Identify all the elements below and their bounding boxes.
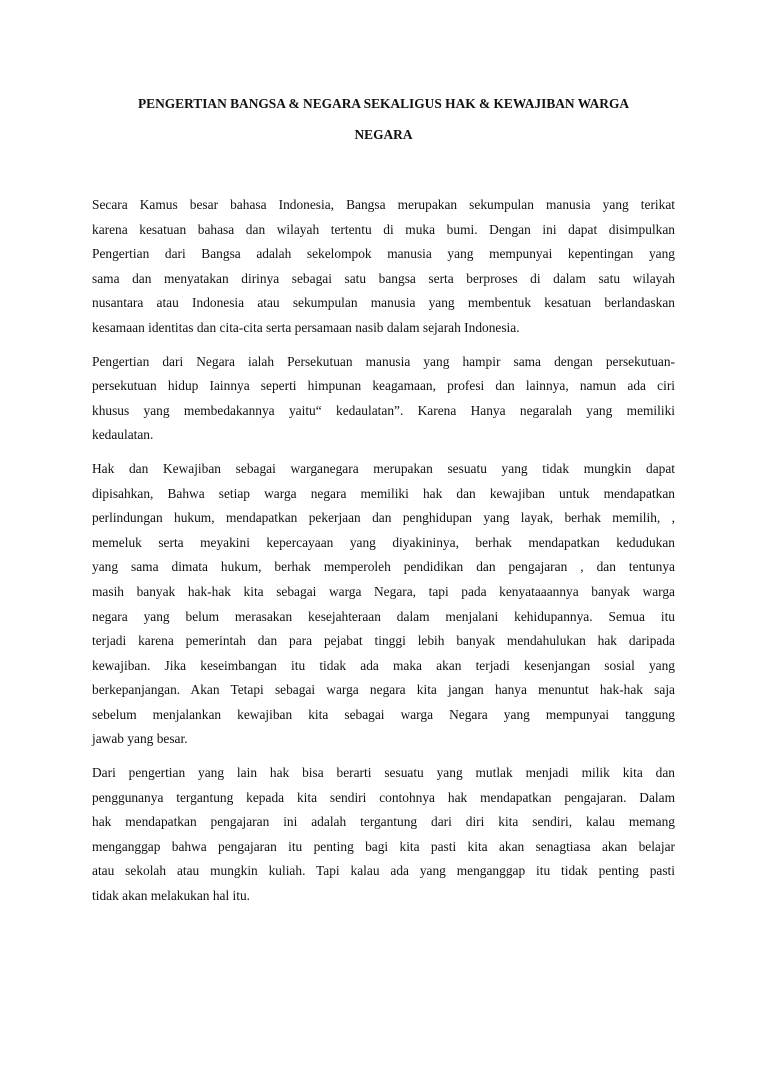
text-line: perlindungan hukum, mendapatkan pekerjaan dan penghidupan yang layak, berhak memilih, , [92,510,675,526]
text-line: kedaulatan. [92,427,154,443]
text-line: atau sekolah atau mungkin kuliah. Tapi kalau ada yang menganggap itu tidak penting pasti [92,863,675,879]
text-line: khusus yang membedakannya yaitu“ kedaulatan”. Karena Hanya negaralah yang memiliki [92,402,675,418]
title-line: NEGARA [354,127,413,142]
text-line: Pengertian dari Negara ialah Persekutuan manusia yang hampir sama dengan persekutuan- [92,353,675,369]
text-line: berkepanjangan. Akan Tetapi sebagai warga negara kita jangan hanya menuntut hak-hak saja [92,682,675,698]
paragraph-bangsa [92,193,675,341]
text-line: memeluk serta meyakini kepercayaan yang diyakininya, berhak mendapatkan kedudukan [92,534,675,550]
text-line: jawab yang besar. [92,731,188,747]
text-line: menganggap bahwa pengajaran itu penting bagi kita pasti kita akan senagtiasa akan belajar [92,838,675,854]
title-line: PENGERTIAN BANGSA & NEGARA SEKALIGUS HAK & KEWAJIBAN WARGA [137,96,630,111]
text-line: hak mendapatkan pengajaran ini adalah tergantung dari diri kita sendiri, kalau memang [92,814,675,830]
document-page [92,88,675,918]
text-line: kesamaan identitas dan cita-cita serta persamaan nasib dalam sejarah Indonesia. [92,319,520,335]
paragraph-negara [92,350,675,448]
text-line: Dari pengertian yang lain hak bisa berarti sesuatu yang mutlak menjadi milik kita dan [92,765,675,781]
text-line: Pengertian dari Bangsa adalah sekelompok manusia yang mempunyai kepentingan yang [92,246,675,262]
text-line: karena kesatuan bahasa dan wilayah tertentu di muka bumi. Dengan ini dapat disimpulkan [92,221,675,237]
text-line: penggunanya tergantung kepada kita sendiri contohnya hak mendapatkan pengajaran. Dalam [92,789,675,805]
text-line: dipisahkan, Bahwa setiap warga negara memiliki hak dan kewajiban untuk mendapatkan [92,485,675,501]
text-line: Secara Kamus besar bahasa Indonesia, Bangsa merupakan sekumpulan manusia yang terikat [92,197,675,212]
text-line: yang sama dimata hukum, berhak memperoleh pendidikan dan pengajaran , dan tentunya [92,559,675,575]
text-line: persekutuan hidup Iainnya seperti himpunan keagamaan, profesi dan lainnya, namun ada ciri [92,378,675,394]
text-line: masih banyak hak-hak kita sebagai warga Negara, tapi pada kenyataaannya banyak warga [92,583,675,599]
text-line: kewajiban. Jika keseimbangan itu tidak ada maka akan terjadi kesenjangan sosial yang [92,657,675,673]
text-line: tidak akan melakukan hal itu. [92,888,251,904]
text-line: nusantara atau Indonesia atau sekumpulan manusia yang membentuk kesatuan berlandaskan [92,295,675,311]
text-line: terjadi karena pemerintah dan para pejabat tinggi lebih banyak mendahulukan hak daripada [92,633,675,649]
paragraph-pengertian-hak [92,761,675,909]
document-title [78,88,689,150]
text-line: Hak dan Kewajiban sebagai warganegara merupakan sesuatu yang tidak mungkin dapat [92,460,675,476]
text-line: sama dan menyatakan dirinya sebagai satu bangsa serta berproses di dalam satu wilayah [92,270,675,286]
text-line: sebelum menjalankan kewajiban kita sebagai warga Negara yang mempunyai tanggung [92,706,675,722]
paragraph-hak-kewajiban [92,457,675,752]
text-line: negara yang belum merasakan kesejahteraan dalam menjalani kehidupannya. Semua itu [92,608,675,624]
